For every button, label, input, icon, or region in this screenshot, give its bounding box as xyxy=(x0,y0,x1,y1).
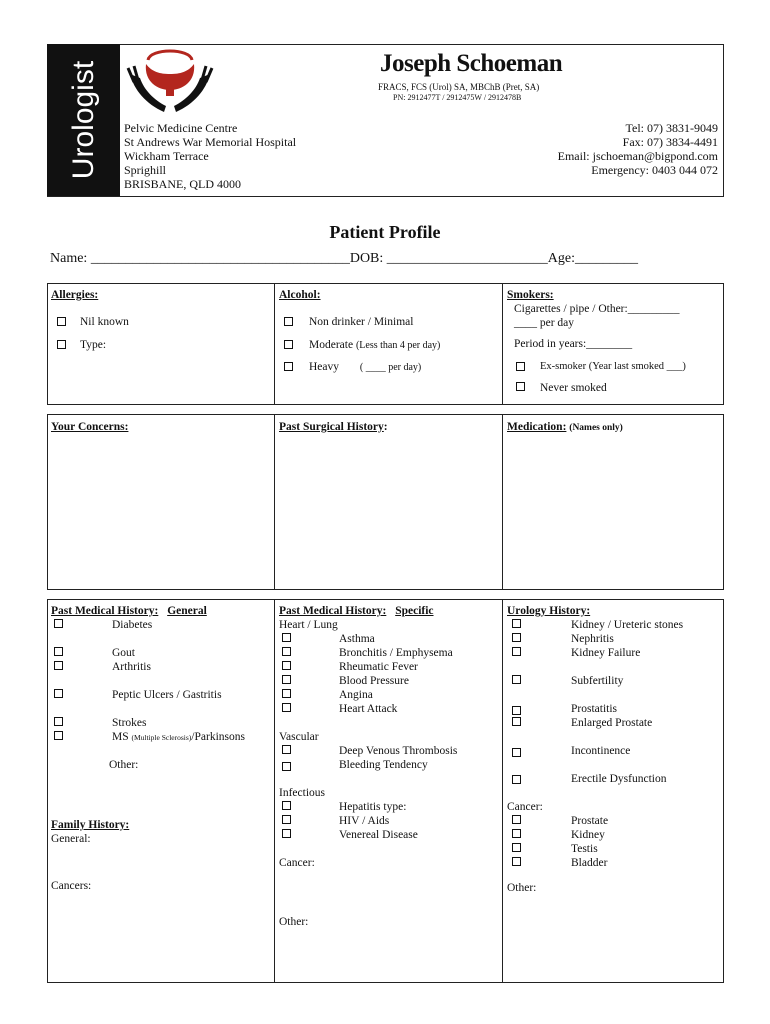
incontinence-label: Incontinence xyxy=(571,745,631,757)
peptic-label: Peptic Ulcers / Gastritis xyxy=(112,689,222,701)
heavy-label xyxy=(309,360,421,375)
testis-checkbox[interactable] xyxy=(512,843,521,852)
surgical-heading-colon: : xyxy=(383,421,388,433)
hepatitis-label: Hepatitis type: xyxy=(339,801,407,813)
address-line: BRISBANE, QLD 4000 xyxy=(124,177,242,191)
bleeding-checkbox[interactable] xyxy=(282,762,291,771)
provider-numbers: PN: 2912477T / 2912475W / 2912478B xyxy=(393,93,522,102)
strokes-label: Strokes xyxy=(112,717,147,729)
moderate-note: (Less than 4 per day) xyxy=(355,340,441,351)
nephritis-checkbox[interactable] xyxy=(512,633,521,642)
heart-attack-checkbox[interactable] xyxy=(282,703,291,712)
angina-label: Angina xyxy=(339,689,373,701)
doctor-qualifications: FRACS, FCS (Urol) SA, MBChB (Pret, SA) xyxy=(378,82,540,92)
nil-known-label: Nil known xyxy=(80,316,129,328)
ms-label xyxy=(112,730,245,745)
enlarged-prostate-label: Enlarged Prostate xyxy=(571,717,653,729)
age-label: Age: xyxy=(547,251,575,266)
heavy-note: ( ____ per day) xyxy=(359,362,422,373)
hiv-checkbox[interactable] xyxy=(282,815,291,824)
bronchitis-label: Bronchitis / Emphysema xyxy=(339,647,453,659)
smokers-heading: Smokers: xyxy=(507,289,554,301)
pmh-general-heading xyxy=(51,604,207,618)
ex-smoker-label: Ex-smoker (Year last smoked ___) xyxy=(540,361,686,372)
contact-tel: Tel: 07) 3831-9049 xyxy=(625,121,718,135)
heavy-checkbox[interactable] xyxy=(284,362,293,371)
rheumatic-label: Rheumatic Fever xyxy=(339,661,418,673)
peptic-checkbox[interactable] xyxy=(54,689,63,698)
bladder-checkbox[interactable] xyxy=(512,857,521,866)
bronchitis-checkbox[interactable] xyxy=(282,647,291,656)
nil-known-checkbox[interactable] xyxy=(57,317,66,326)
doctor-name: Joseph Schoeman xyxy=(380,50,563,77)
arthritis-label: Arthritis xyxy=(112,661,151,673)
dvt-label: Deep Venous Thrombosis xyxy=(339,745,458,757)
arthritis-checkbox[interactable] xyxy=(54,661,63,670)
bleeding-label: Bleeding Tendency xyxy=(339,759,428,771)
incontinence-checkbox[interactable] xyxy=(512,748,521,757)
dob-label: DOB: xyxy=(349,251,384,266)
practice-contact xyxy=(558,121,718,177)
prostatitis-label: Prostatitis xyxy=(571,703,618,715)
gout-label: Gout xyxy=(112,647,135,659)
kidney-failure-checkbox[interactable] xyxy=(512,647,521,656)
surgical-heading xyxy=(279,420,388,434)
family-general-label: General: xyxy=(51,833,91,845)
page-title: Patient Profile xyxy=(329,222,441,242)
family-history-heading: Family History: xyxy=(51,819,130,831)
specific-cancer-label: Cancer: xyxy=(279,857,315,869)
prostate-label: Prostate xyxy=(571,815,609,827)
angina-checkbox[interactable] xyxy=(282,689,291,698)
heart-attack-label: Heart Attack xyxy=(339,703,398,715)
pmh-general-title: Past Medical History: xyxy=(51,605,159,617)
heavy-text: Heavy xyxy=(309,361,340,373)
ms-checkbox[interactable] xyxy=(54,731,63,740)
never-smoked-checkbox[interactable] xyxy=(516,382,525,391)
pmh-general-other: Other: xyxy=(109,759,139,771)
ex-smoker-checkbox[interactable] xyxy=(516,362,525,371)
gout-checkbox[interactable] xyxy=(54,647,63,656)
strokes-checkbox[interactable] xyxy=(54,717,63,726)
prostate-checkbox[interactable] xyxy=(512,815,521,824)
urology-heading: Urology History: xyxy=(507,605,591,617)
bladder-label: Bladder xyxy=(571,857,608,869)
urology-other-label: Other: xyxy=(507,882,537,894)
smoker-type-line: Cigarettes / pipe / Other:_________ xyxy=(514,303,680,315)
nephritis-label: Nephritis xyxy=(571,633,614,645)
smoker-period: Period in years:________ xyxy=(514,338,633,350)
infectious-label: Infectious xyxy=(279,787,325,799)
dob-field[interactable]: _______________________ xyxy=(386,251,548,266)
subfertility-label: Subfertility xyxy=(571,675,624,687)
concerns-heading: Your Concerns: xyxy=(51,421,129,433)
alcohol-heading: Alcohol: xyxy=(279,289,321,301)
blood-pressure-label: Blood Pressure xyxy=(339,675,409,687)
kidney-cancer-label: Kidney xyxy=(571,829,605,841)
smoker-per-day: ____ per day xyxy=(514,317,575,329)
non-drinker-label: Non drinker / Minimal xyxy=(309,316,414,328)
allergies-heading: Allergies: xyxy=(51,289,99,301)
family-cancers-label: Cancers: xyxy=(51,880,92,892)
hepatitis-checkbox[interactable] xyxy=(282,801,291,810)
medication-heading xyxy=(507,420,623,435)
prostatitis-checkbox[interactable] xyxy=(512,706,521,715)
surgical-heading-text: Past Surgical History xyxy=(279,421,384,433)
pmh-general-subtitle: General xyxy=(167,605,207,617)
address-line: Wickham Terrace xyxy=(124,149,209,163)
venereal-label: Venereal Disease xyxy=(339,829,418,841)
venereal-checkbox[interactable] xyxy=(282,829,291,838)
sidebar-title: Urologist xyxy=(66,60,100,180)
letterhead-sidebar xyxy=(47,44,120,196)
contact-emergency: Emergency: 0403 044 072 xyxy=(591,163,718,177)
diabetes-checkbox[interactable] xyxy=(54,619,63,628)
erectile-label: Erectile Dysfunction xyxy=(571,773,667,785)
specific-other-label: Other: xyxy=(279,916,309,928)
vascular-label: Vascular xyxy=(279,731,319,743)
ms-text: MS xyxy=(112,731,129,743)
moderate-label xyxy=(309,338,440,353)
subfertility-checkbox[interactable] xyxy=(512,675,521,684)
pmh-specific-heading xyxy=(279,604,434,618)
medication-heading-text: Medication: xyxy=(507,421,567,433)
hiv-label: HIV / Aids xyxy=(339,815,390,827)
ms-tail: /Parkinsons xyxy=(191,731,245,743)
kidney-cancer-checkbox[interactable] xyxy=(512,829,521,838)
non-drinker-checkbox[interactable] xyxy=(284,317,293,326)
contact-email: Email: jschoeman@bigpond.com xyxy=(557,149,718,163)
name-field[interactable]: _____________________________________ xyxy=(90,251,350,266)
kidney-stones-checkbox[interactable] xyxy=(512,619,521,628)
kidney-stones-label: Kidney / Ureteric stones xyxy=(571,619,684,631)
age-field[interactable]: _________ xyxy=(575,251,638,266)
allergy-type-checkbox[interactable] xyxy=(57,340,66,349)
contact-fax: Fax: 07) 3834-4491 xyxy=(622,135,718,149)
allergy-type-label: Type: xyxy=(80,339,107,351)
address-line: St Andrews War Memorial Hospital xyxy=(124,135,297,149)
diabetes-label: Diabetes xyxy=(112,619,153,631)
name-label: Name: xyxy=(50,251,88,266)
enlarged-prostate-checkbox[interactable] xyxy=(512,717,521,726)
moderate-text: Moderate xyxy=(309,339,354,351)
urology-cancer-label: Cancer: xyxy=(507,801,543,813)
heart-lung-label: Heart / Lung xyxy=(279,619,338,631)
address-line: Sprighill xyxy=(124,163,167,177)
pmh-specific-subtitle: Specific xyxy=(395,605,434,617)
ms-note: (Multiple Sclerosis) xyxy=(131,733,192,742)
kidney-failure-label: Kidney Failure xyxy=(571,647,641,659)
pelvis-hands-logo-icon xyxy=(124,46,216,118)
medication-note: (Names only) xyxy=(569,423,623,433)
practice-address xyxy=(124,121,296,191)
history-notes-section xyxy=(47,414,724,590)
asthma-checkbox[interactable] xyxy=(282,633,291,642)
moderate-checkbox[interactable] xyxy=(284,340,293,349)
patient-name-line xyxy=(50,251,638,267)
address-line: Pelvic Medicine Centre xyxy=(124,121,238,135)
asthma-label: Asthma xyxy=(339,633,375,645)
never-smoked-label: Never smoked xyxy=(540,382,607,394)
pmh-specific-title: Past Medical History: xyxy=(279,605,387,617)
erectile-checkbox[interactable] xyxy=(512,775,521,784)
testis-label: Testis xyxy=(571,843,598,855)
dvt-checkbox[interactable] xyxy=(282,745,291,754)
blood-pressure-checkbox[interactable] xyxy=(282,675,291,684)
rheumatic-checkbox[interactable] xyxy=(282,661,291,670)
